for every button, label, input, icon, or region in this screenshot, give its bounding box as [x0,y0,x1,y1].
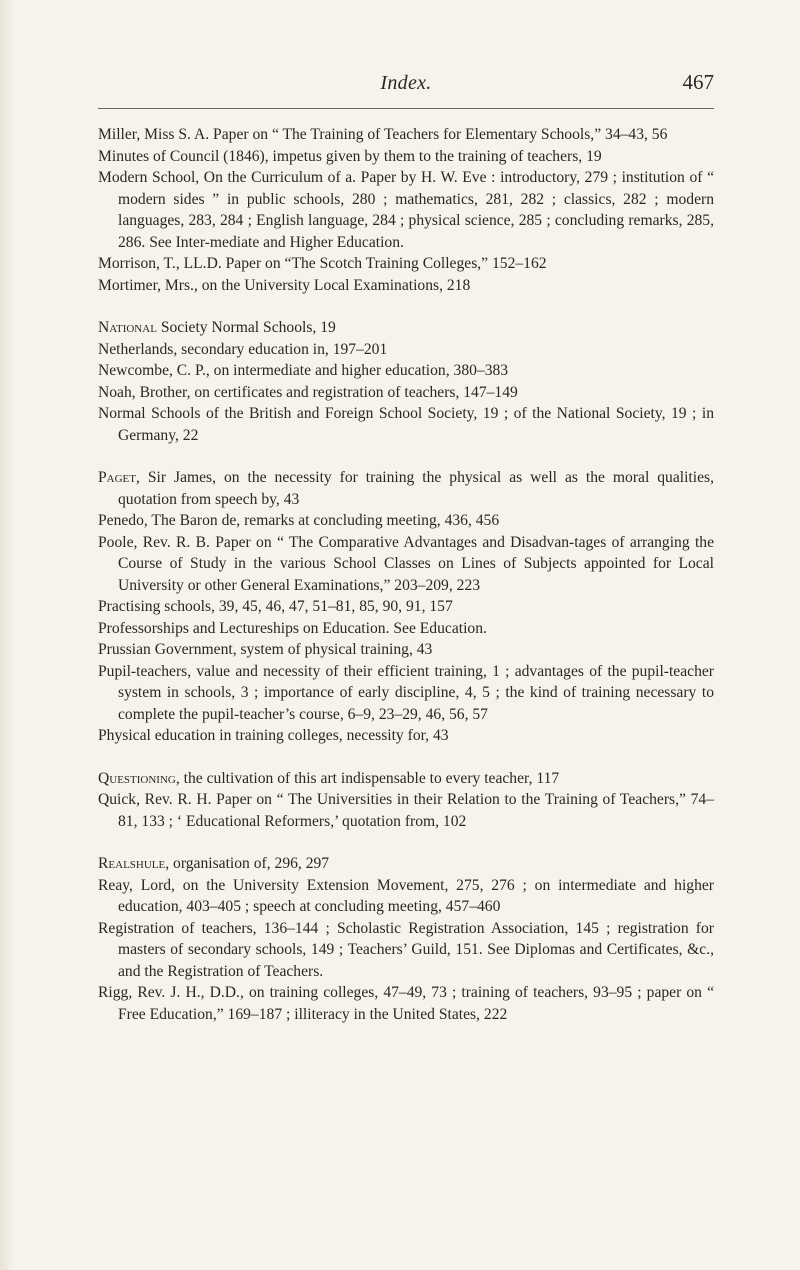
entry-text: Society Normal Schools, 19 [156,319,336,336]
page-edge-shadow [0,0,14,1270]
entry-text: , Sir James, on the necessity for training the physical as well as the moral qualities, quotation from speech by, 43 [118,469,714,508]
entry-text: Modern School, On the Curriculum of a. Paper by H. W. Eve : introductory, 279 ; institution of “ modern sides ” in public schools, 280 ; mathematics, 281, 282 ; classics, 282 ; modern languages, 283, 284 ; English language, 284 ; physical science, 285 ; concluding remarks, 285, 286. See Inter-mediate and Higher Education. [98,169,714,251]
entry-text: Registration of teachers, 136–144 ; Scholastic Registration Association, 145 ; registration for masters of secondary schools, 149 ; Teachers’ Guild, 151. See Diplomas and Certificates, &c., and the Registration of Teachers. [98,919,714,980]
entry-text: Netherlands, secondary education in, 197–201 [98,340,388,358]
entry-text: Prussian Government, system of physical training, 43 [98,641,433,658]
index-entry [98,467,714,510]
entry-text: Noah, Brother, on certificates and registration of teachers, 147–149 [98,383,518,401]
index-letter-group [98,853,714,1025]
entry-text: Practising schools, 39, 45, 46, 47, 51–81, 85, 90, 91, 157 [98,598,453,615]
entry-text: Miller, Miss S. A. Paper on “ The Training of Teachers for Elementary Schools,” 34–43, 56 [98,126,668,143]
index-entry [98,768,714,790]
entry-text: Morrison, T., LL.D. Paper on “The Scotch Training Colleges,” 152–162 [98,255,547,272]
index-entry [98,253,714,275]
page-header [98,68,714,109]
entry-text: Poole, Rev. R. B. Paper on “ The Comparative Advantages and Disadvan-tages of arranging the Course of Study in the various School Classes on Lines of Subjects appointed for Local University or other General Examinations,” 203–209, 223 [98,533,714,594]
entry-text: Newcombe, C. P., on intermediate and higher education, 380–383 [98,362,509,379]
index-entry [98,789,714,832]
index-entry [98,532,714,597]
index-entries [98,124,714,1046]
index-entry [98,317,714,339]
index-entry [98,403,714,446]
index-letter-group [98,124,714,296]
page-number: 467 [682,70,714,94]
entry-head-word: National [98,319,157,336]
index-entry [98,596,714,618]
entry-text: Reay, Lord, on the University Extension Movement, 275, 276 ; on intermediate and higher education, 403–405 ; speech at concluding meeting, 457–460 [98,876,714,915]
index-entry [98,661,714,726]
entry-text: Physical education in training colleges, necessity for, 43 [98,727,449,744]
index-entry [98,510,714,532]
index-entry [98,124,714,146]
index-entry [98,382,714,404]
entry-text: Quick, Rev. R. H. Paper on “ The Universities in their Relation to the Training of Teachers,” 74–81, 133 ; ‘ Educational Reformers,’ quotation from, 102 [98,791,714,830]
entry-head-word: Paget [98,469,136,486]
index-letter-group [98,768,714,833]
running-title: Index. [380,72,432,94]
index-entry [98,360,714,382]
index-entry [98,982,714,1025]
entry-text: Professorships and Lectureships on Education. See Education. [98,619,487,637]
index-entry [98,639,714,661]
entry-text: Normal Schools of the British and Foreign School Society, 19 ; of the National Society, 19 ; in Germany, 22 [98,405,714,444]
entry-head-word: Questioning [98,769,176,787]
entry-text: Mortimer, Mrs., on the University Local Examinations, 218 [98,276,471,294]
index-entry [98,146,714,168]
index-entry [98,725,714,747]
index-entry [98,275,714,297]
index-letter-group [98,317,714,446]
index-entry [98,618,714,640]
entry-text: Rigg, Rev. J. H., D.D., on training colleges, 47–49, 73 ; training of teachers, 93–95 ; paper on “ Free Education,” 169–187 ; illiteracy in the United States, 222 [98,984,714,1023]
index-entry [98,167,714,253]
index-entry [98,339,714,361]
index-entry [98,853,714,875]
entry-text: Pupil-teachers, value and necessity of their efficient training, 1 ; advantages of the pupil-teacher system in schools, 3 ; importance of early discipline, 4, 5 ; the kind of training necessary to complete the pupil-teacher’s course, 6–9, 23–29, 46, 56, 57 [98,662,714,723]
entry-text: , organisation of, 296, 297 [165,855,330,872]
entry-text: Penedo, The Baron de, remarks at concluding meeting, 436, 456 [98,512,500,529]
entry-text: Minutes of Council (1846), impetus given by them to the training of teachers, 19 [98,147,602,165]
index-letter-group [98,467,714,747]
entry-text: , the cultivation of this art indispensable to every teacher, 117 [175,769,560,787]
index-entry [98,875,714,918]
entry-head-word: Realshule [98,855,166,872]
index-entry [98,918,714,983]
